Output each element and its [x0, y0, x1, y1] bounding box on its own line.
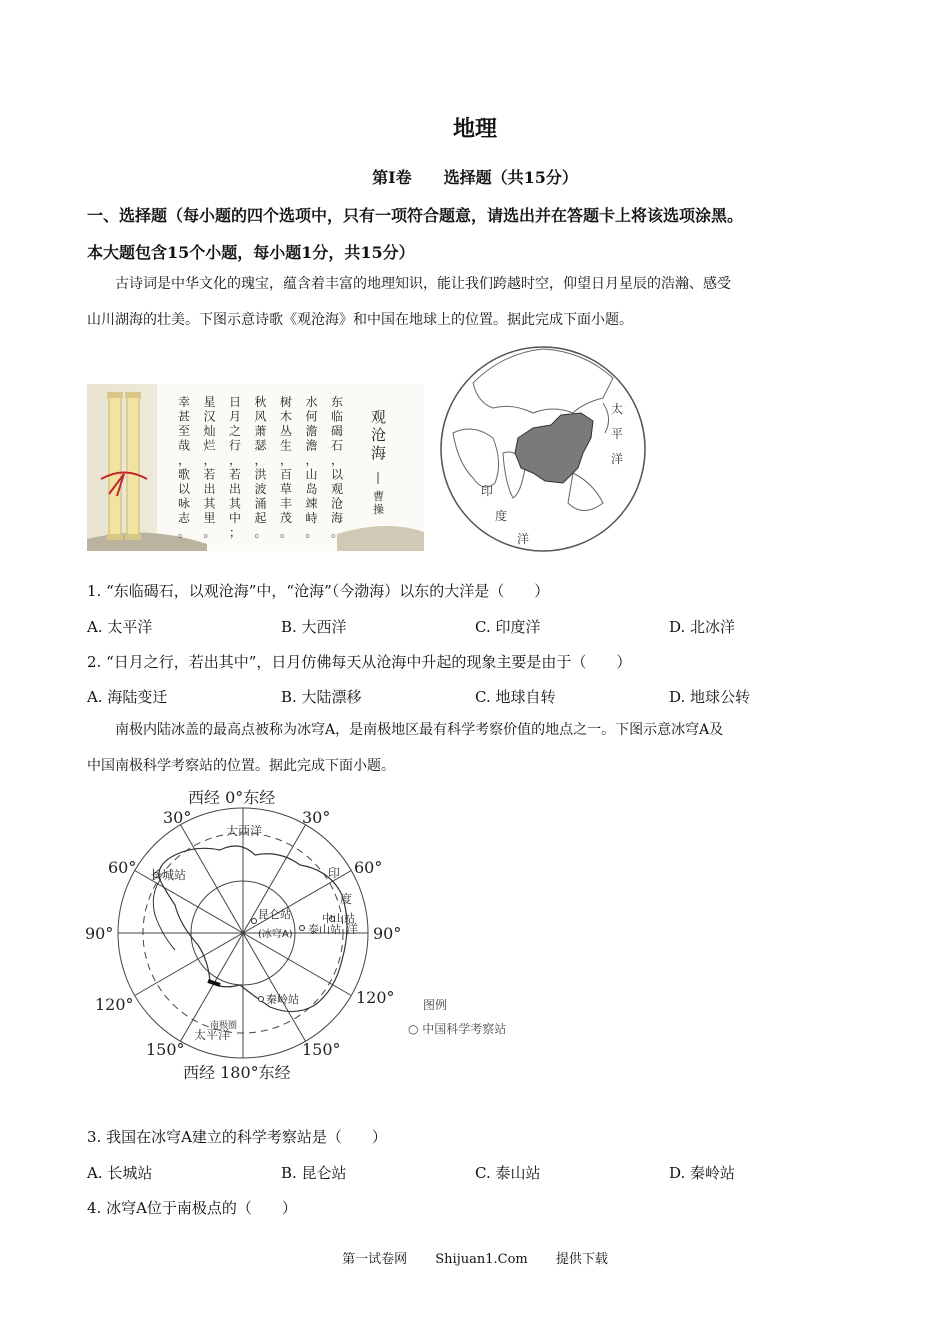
poem-char: 岛 [305, 482, 318, 496]
poem-char: 海 [331, 511, 344, 525]
q1-option-a[interactable]: A. 太平洋 [87, 618, 153, 636]
part-heading-line1: 一、选择题（每小题的四个选项中，只有一项符合题意，请选出并在答题卡上将该选项涂黑。 [87, 206, 744, 225]
page-title: 地理 [452, 116, 497, 142]
poem-char: ； [229, 525, 242, 540]
q2-option-c[interactable]: C. 地球自转 [475, 688, 556, 706]
passage-2-line1: 南极内陆冰盖的最高点被称为冰穹A，是南极地区最有科学考察价值的地点之一。下图示意冰穹A及 [115, 722, 724, 738]
poem-char: 若 [229, 467, 242, 482]
part-heading-line2: 本大题包含15个小题，每小题1分，共15分） [87, 243, 415, 262]
q2-option-b[interactable]: B. 大陆漂移 [281, 688, 362, 706]
poem-char: ， [280, 453, 293, 467]
section-label: 第Ⅰ卷 选择题（共15分） [372, 168, 578, 187]
poem-char: 沧 [331, 496, 344, 511]
footer-site-name: 第一试卷网 [342, 1252, 408, 1267]
poem-char: 澹 [305, 424, 318, 438]
poem-char: 石 [331, 438, 344, 453]
poem-char: 起 [254, 511, 267, 525]
poem-author-char: 操 [373, 503, 384, 516]
poem-char: 星 [203, 395, 216, 409]
poem-char: 其 [229, 496, 242, 511]
station-taishan-marker [300, 926, 305, 931]
poem-image [87, 384, 424, 551]
question-4-stem: 4. 冰穹A位于南极点的（ ） [87, 1199, 297, 1217]
globe-pacific-3: 洋 [611, 452, 624, 466]
label-indian-1: 印 [328, 866, 341, 880]
globe-indian-3: 洋 [517, 532, 530, 546]
question-1-stem: 1. “东临碣石，以观沧海”中，“沧海”（今渤海）以东的大洋是（ ） [87, 582, 550, 600]
poem-char: 其 [203, 496, 216, 511]
antarctic-map [80, 785, 530, 1085]
station-dome-a: (冰穹A) [258, 929, 293, 940]
q2-option-d[interactable]: D. 地球公转 [669, 688, 751, 706]
poem-char: 行 [229, 438, 242, 453]
poem-char: 咏 [178, 496, 191, 511]
poem-title-char: 沧 [371, 426, 387, 444]
deg-120-left: 120° [95, 995, 134, 1014]
globe-image [433, 343, 653, 555]
poem-char: 里 [203, 511, 216, 525]
poem-char: 何 [305, 409, 318, 424]
q3-option-c[interactable]: C. 泰山站 [475, 1164, 541, 1182]
deg-30-left: 30° [163, 808, 192, 827]
poem-char: 烂 [203, 438, 216, 453]
poem-char: 山 [305, 467, 318, 482]
globe-pacific-1: 太 [611, 402, 624, 416]
deg-90-left: 90° [85, 924, 114, 943]
deg-60-left: 60° [108, 858, 137, 877]
passage-1-line2: 山川湖海的壮美。下图示意诗歌《观沧海》和中国在地球上的位置。据此完成下面小题。 [87, 312, 633, 328]
poem-char: 观 [331, 482, 344, 496]
poem-char: ， [254, 453, 267, 467]
poem-char: 。 [203, 525, 216, 540]
station-changcheng: 长城站 [150, 868, 187, 882]
poem-char: ， [305, 453, 318, 467]
poem-char: 若 [203, 467, 216, 482]
q2-option-a[interactable]: A. 海陆变迁 [87, 688, 168, 706]
poem-char: 碣 [331, 424, 344, 438]
poem-char: 洪 [254, 467, 267, 482]
station-kunlun-marker [252, 919, 257, 924]
poem-char: 灿 [203, 424, 216, 438]
globe-indian-2: 度 [495, 509, 508, 523]
q3-option-d[interactable]: D. 秦岭站 [669, 1164, 736, 1182]
poem-char: 丰 [280, 496, 293, 511]
poem-char: 水 [305, 395, 318, 409]
poem-char: 。 [178, 525, 191, 540]
legend-item: ○ 中国科学考察站 [408, 1022, 507, 1036]
station-taishan: 泰山站 [308, 923, 341, 936]
station-kunlun: 昆仑站 [258, 908, 291, 921]
poem-char: 草 [280, 482, 293, 496]
deg-60-right: 60° [354, 858, 383, 877]
q1-option-c[interactable]: C. 印度洋 [475, 618, 541, 636]
poem-title-char: 海 [371, 444, 387, 462]
poem-char: 甚 [178, 409, 191, 424]
poem-char: 。 [280, 525, 293, 540]
station-qinling: 秦岭站 [266, 993, 299, 1006]
label-atlantic: 大西洋 [226, 824, 263, 838]
poem-char: 。 [331, 525, 344, 540]
poem-char: 涌 [254, 496, 267, 511]
poem-char: ， [203, 453, 216, 467]
label-polar-circle: 南极圈 [210, 1021, 238, 1031]
poem-char: 歌 [178, 467, 191, 482]
globe-indian-1: 印 [481, 484, 494, 498]
footer [0, 1248, 950, 1267]
poem-char: 竦 [305, 496, 318, 511]
label-pacific: 太平洋 [194, 1028, 231, 1042]
poem-char: 幸 [178, 395, 191, 409]
poem-char: 出 [229, 482, 242, 496]
label-indian-2: 度 [340, 892, 353, 906]
poem-char: 中 [229, 511, 242, 525]
poem-char: 至 [178, 424, 191, 438]
poem-char: 。 [254, 525, 267, 540]
footer-download-text: 提供下载 [555, 1252, 608, 1267]
poem-author-char: 曹 [373, 490, 384, 503]
poem-char: 丛 [280, 424, 293, 438]
poem-char: 风 [254, 409, 267, 424]
poem-char: 萧 [254, 424, 267, 438]
map-top-label: 西经 0°东经 [188, 788, 276, 807]
poem-char: 百 [280, 467, 293, 482]
poem-char: 月 [229, 409, 242, 424]
passage-2 [87, 712, 867, 784]
poem-char: 临 [331, 409, 344, 424]
passage-1 [87, 266, 867, 338]
poem-char: 以 [178, 482, 191, 496]
legend-title: 图例 [423, 998, 448, 1012]
label-indian-3: 洋 [346, 922, 359, 936]
deg-150-right: 150° [302, 1040, 341, 1059]
poem-char: 。 [305, 525, 318, 540]
q1-option-b[interactable]: B. 大西洋 [281, 618, 347, 636]
poem-char: 木 [280, 409, 293, 424]
deg-90-right: 90° [373, 924, 402, 943]
passage-1-line1: 古诗词是中华文化的瑰宝，蕴含着丰富的地理知识，能让我们跨越时空，仰望日月星辰的浩瀚、感受 [115, 276, 731, 292]
q3-option-b[interactable]: B. 昆仑站 [281, 1164, 347, 1182]
poem-char: 茂 [280, 511, 293, 525]
poem-char: ， [178, 453, 191, 467]
poem-char: 瑟 [254, 438, 267, 453]
q1-option-d[interactable]: D. 北冰洋 [669, 618, 736, 636]
poem-title-char: 观 [371, 408, 387, 426]
poem-char: ， [331, 453, 344, 467]
deg-30-right: 30° [302, 808, 331, 827]
poem-char: 出 [203, 482, 216, 496]
poem-char: 生 [280, 438, 293, 453]
poem-char: 日 [229, 395, 242, 409]
poem-char: 东 [331, 395, 344, 409]
poem-char: 树 [280, 395, 293, 409]
q3-option-a[interactable]: A. 长城站 [87, 1164, 153, 1182]
poem-char: 峙 [305, 511, 318, 525]
question-3-stem: 3. 我国在冰穹A建立的科学考察站是（ ） [87, 1128, 387, 1146]
poem-char: 汉 [203, 409, 216, 424]
poem-char: 以 [331, 467, 344, 482]
poem-char: 志 [178, 511, 191, 525]
globe-pacific-2: 平 [611, 427, 624, 441]
passage-2-line2: 中国南极科学考察站的位置。据此完成下面小题。 [87, 758, 395, 774]
station-zhongshan: 中山站 [322, 912, 355, 925]
footer-site-url[interactable]: Shijuan1.Com [435, 1252, 528, 1267]
station-qinling-marker [259, 997, 264, 1002]
map-bottom-label: 西经 180°东经 [183, 1063, 291, 1082]
deg-150-left: 150° [146, 1040, 185, 1059]
poem-char: 之 [229, 424, 242, 438]
deg-120-right: 120° [356, 988, 395, 1007]
poem-char: 波 [254, 482, 267, 496]
poem-char: 哉 [178, 438, 191, 453]
question-2-stem: 2. “日月之行，若出其中”，日月仿佛每天从沧海中升起的现象主要是由于（ ） [87, 653, 632, 671]
poem-char: 秋 [254, 395, 267, 409]
poem-char: ， [229, 453, 242, 467]
poem-char: 澹 [305, 438, 318, 453]
